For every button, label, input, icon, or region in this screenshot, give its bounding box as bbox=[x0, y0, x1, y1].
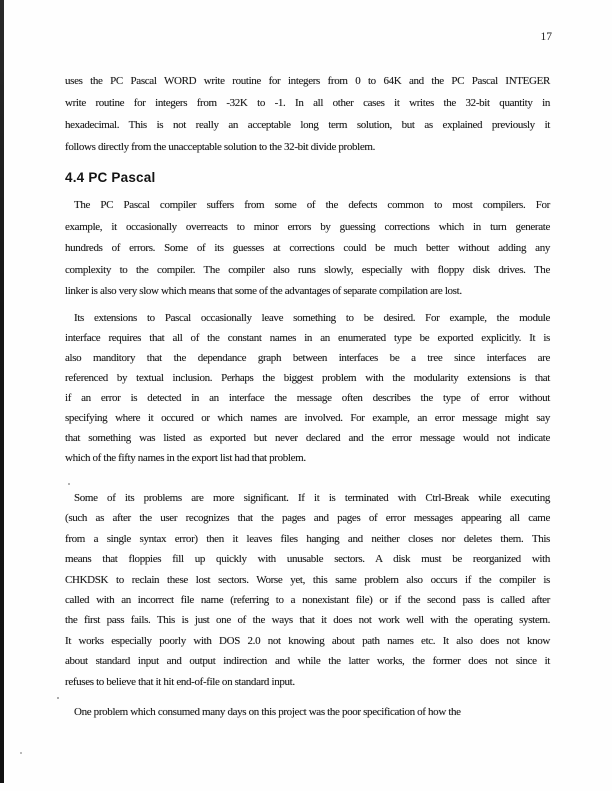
text-line: referenced by textual inclusion. Perhaps the biggest problem with the modularity extensions is that bbox=[65, 372, 550, 384]
paragraph-one-problem bbox=[65, 702, 550, 723]
text-line: called with an incorrect file name (referring to a nonexistant file) or if the second pass is called after bbox=[65, 594, 550, 607]
text-line: example, it occasionally overreacts to minor errors by guessing corrections which in turn generate bbox=[65, 220, 550, 233]
text-line: CHKDSK to reclain these lost sectors. Worse yet, this same problem also occurs if the compiler is bbox=[65, 573, 550, 586]
text-line: that something was listed as exported but never declared and the error message would not indicate bbox=[65, 432, 550, 444]
text-line: if an error is detected in an interface the message often describes the type of error without bbox=[65, 392, 550, 404]
text-line: Some of its problems are more significant. If it is terminated with Ctrl-Break while executing bbox=[74, 492, 550, 504]
paragraph-continuation bbox=[65, 70, 550, 158]
text-line: specifying where it occured or which names are involved. For example, an error message might say bbox=[65, 412, 550, 424]
paragraph-pascal-extensions bbox=[65, 308, 550, 468]
text-line: uses the PC Pascal WORD write routine for integers from 0 to 64K and the PC Pascal INTEGER bbox=[65, 75, 550, 87]
text-line: follows directly from the unacceptable solution to the 32-bit divide problem. bbox=[65, 141, 375, 153]
text-line: Its extensions to Pascal occasionally leave something to be desired. For example, the module bbox=[74, 312, 550, 324]
scan-speck bbox=[57, 697, 59, 699]
text-line: means that floppies fill up quickly with unusable sectors. A disk must be reorganized with bbox=[65, 553, 550, 566]
paragraph-significant-problems bbox=[65, 488, 550, 692]
scan-speck bbox=[20, 752, 22, 754]
text-line: the first pass fails. This is just one of the ways that it does not work well with the operating system. bbox=[65, 614, 550, 627]
text-line: The PC Pascal compiler suffers from some of the defects common to most compilers. For bbox=[74, 199, 550, 211]
text-line: write routine for integers from -32K to -1. In all other cases it writes the 32-bit quantity in bbox=[65, 97, 550, 109]
section-heading: 4.4 PC Pascal bbox=[65, 170, 156, 185]
text-line: (such as after the user recognizes that the pages and pages of error messages appearing all came bbox=[65, 512, 550, 525]
text-line: linker is also very slow which means that some of the advantages of separate compilation are lost. bbox=[65, 285, 462, 297]
text-line: One problem which consumed many days on this project was the poor specification of how the bbox=[74, 706, 461, 718]
text-line: from a single syntax error) then it leaves files hanging and neither closes nor deletes them. This bbox=[65, 532, 550, 545]
scan-speck bbox=[68, 483, 70, 485]
text-line: hundreds of errors. Some of its guesses at corrections could be much better without adding any bbox=[65, 242, 550, 254]
text-line: which of the fifty names in the export list had that problem. bbox=[65, 452, 306, 464]
text-line: interface requires that all of the constant names in an enumerated type be exported explicitly. It is bbox=[65, 332, 550, 344]
text-line: about standard input and output indirection and while the latter works, the former does not since it bbox=[65, 655, 550, 668]
page-number: 17 bbox=[540, 31, 552, 43]
text-line: also manditory that the dependance graph between interfaces be a tree since interfaces are bbox=[65, 352, 550, 364]
text-line: refuses to believe that it hit end-of-file on standard input. bbox=[65, 675, 295, 688]
paragraph-compiler-defects bbox=[65, 195, 550, 303]
scan-edge-artifact bbox=[0, 0, 4, 783]
text-line: complexity to the compiler. The compiler also runs slowly, especially with floppy disk drives. The bbox=[65, 263, 550, 276]
text-line: hexadecimal. This is not really an acceptable long term solution, but as explained previously it bbox=[65, 119, 550, 131]
text-line: It works especially poorly with DOS 2.0 not knowing about path names etc. It also does not know bbox=[65, 634, 550, 647]
